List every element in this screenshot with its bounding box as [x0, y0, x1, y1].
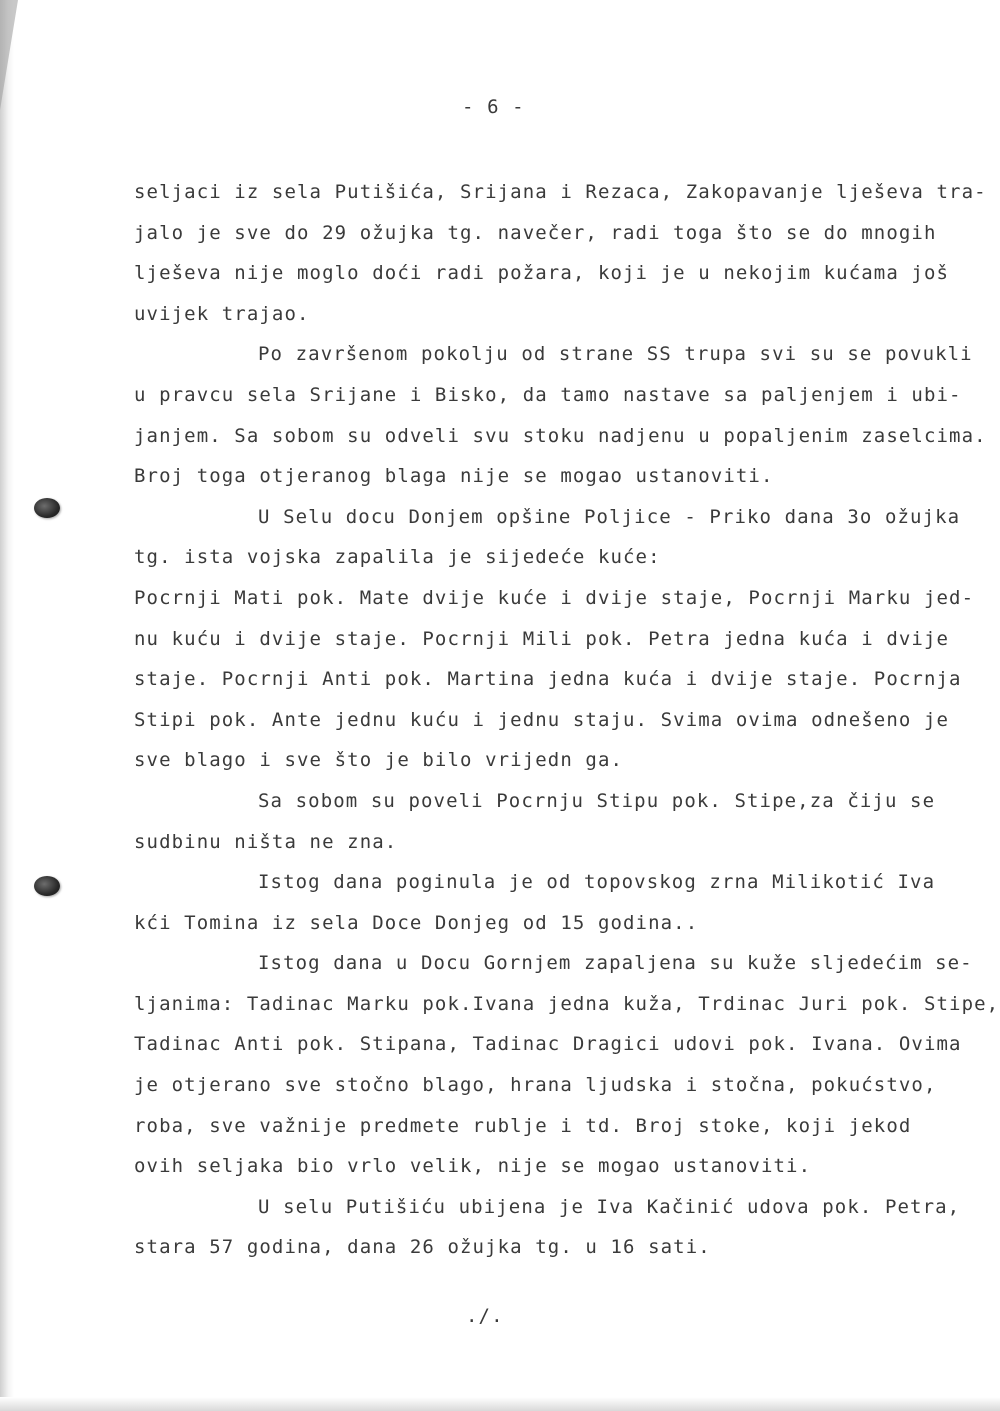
text-line: ovih seljaka bio vrlo velik, nije se mogao ustanoviti. [134, 1155, 812, 1178]
text-line: sve blago i sve što je bilo vrijedn ga. [134, 749, 624, 772]
text-line: seljaci iz sela Putišića, Srijana i Rezaca, Zakopavanje lješeva tra- [134, 181, 987, 203]
text-line: jalo je sve do 29 ožujka tg. navečer, radi toga što se do mnogih [134, 221, 937, 244]
text-line: Istog dana poginula je od topovskog zrna Milikotić Iva [258, 871, 936, 894]
text-line: Stipi pok. Ante jednu kuću i jednu staju. Svima ovima odnešeno je [134, 708, 950, 731]
text-line: Po završenom pokolju od strane SS trupa svi su se povukli [258, 343, 973, 366]
text-line: U selu Putišiću ubijena je Iva Kačinić udova pok. Petra, [258, 1195, 961, 1218]
text-line: Istog dana u Docu Gornjem zapaljena su kuže sljedećim se- [258, 952, 973, 975]
text-line: Broj toga otjeranog blaga nije se mogao ustanoviti. [134, 465, 774, 488]
page-left-edge [0, 0, 14, 1411]
text-line: roba, sve važnije predmete rublje i td. Broj stoke, koji jekod [134, 1114, 912, 1137]
text-line: je otjerano sve stočno blago, hrana ljudska i stočna, pokućstvo, [134, 1074, 937, 1097]
text-line: uvijek trajao. [134, 302, 310, 325]
text-line: u pravcu sela Srijane i Bisko, da tamo nastave sa paljenjem i ubi- [134, 383, 962, 406]
text-line: Sa sobom su poveli Pocrnju Stipu pok. Stipe,za čiju se [258, 789, 936, 812]
punch-hole-icon [34, 498, 60, 518]
text-line: janjem. Sa sobom su odveli svu stoku nadjenu u popaljenim zaselcima. [134, 424, 987, 447]
text-line: U Selu docu Donjem opšine Poljice - Priko dana 3o ožujka [258, 505, 961, 528]
page-number: - 6 - [462, 96, 525, 118]
text-line: kći Tomina iz sela Doce Donjeg od 15 godina.. [134, 911, 699, 934]
punch-hole-icon [34, 876, 60, 896]
text-line: tg. ista vojska zapalila je sijedeće kuće: [134, 546, 661, 569]
text-line: stara 57 godina, dana 26 ožujka tg. u 16 sati. [134, 1236, 711, 1259]
text-line: Pocrnji Mati pok. Mate dvije kuće i dvije staje, Pocrnji Marku jed- [134, 586, 975, 609]
text-line: sudbinu ništa ne zna. [134, 830, 398, 853]
text-line: ljanima: Tadinac Marku pok.Ivana jedna kuža, Trdinac Juri pok. Stipe, [134, 992, 1000, 1015]
page-bottom-edge [0, 1397, 1000, 1411]
text-line: Tadinac Anti pok. Stipana, Tadinac Dragici udovi pok. Ivana. Ovima [134, 1033, 962, 1056]
text-line: staje. Pocrnji Anti pok. Martina jedna kuća i dvije staje. Pocrnja [134, 668, 962, 691]
document-body [134, 172, 1000, 1268]
text-line: nu kuću i dvije staje. Pocrnji Mili pok. Petra jedna kuća i dvije [134, 627, 950, 650]
continuation-mark: ./. [466, 1305, 504, 1327]
page-corner-fold [0, 0, 18, 110]
text-line: lješeva nije moglo doći radi požara, koji je u nekojim kućama još [134, 262, 950, 285]
